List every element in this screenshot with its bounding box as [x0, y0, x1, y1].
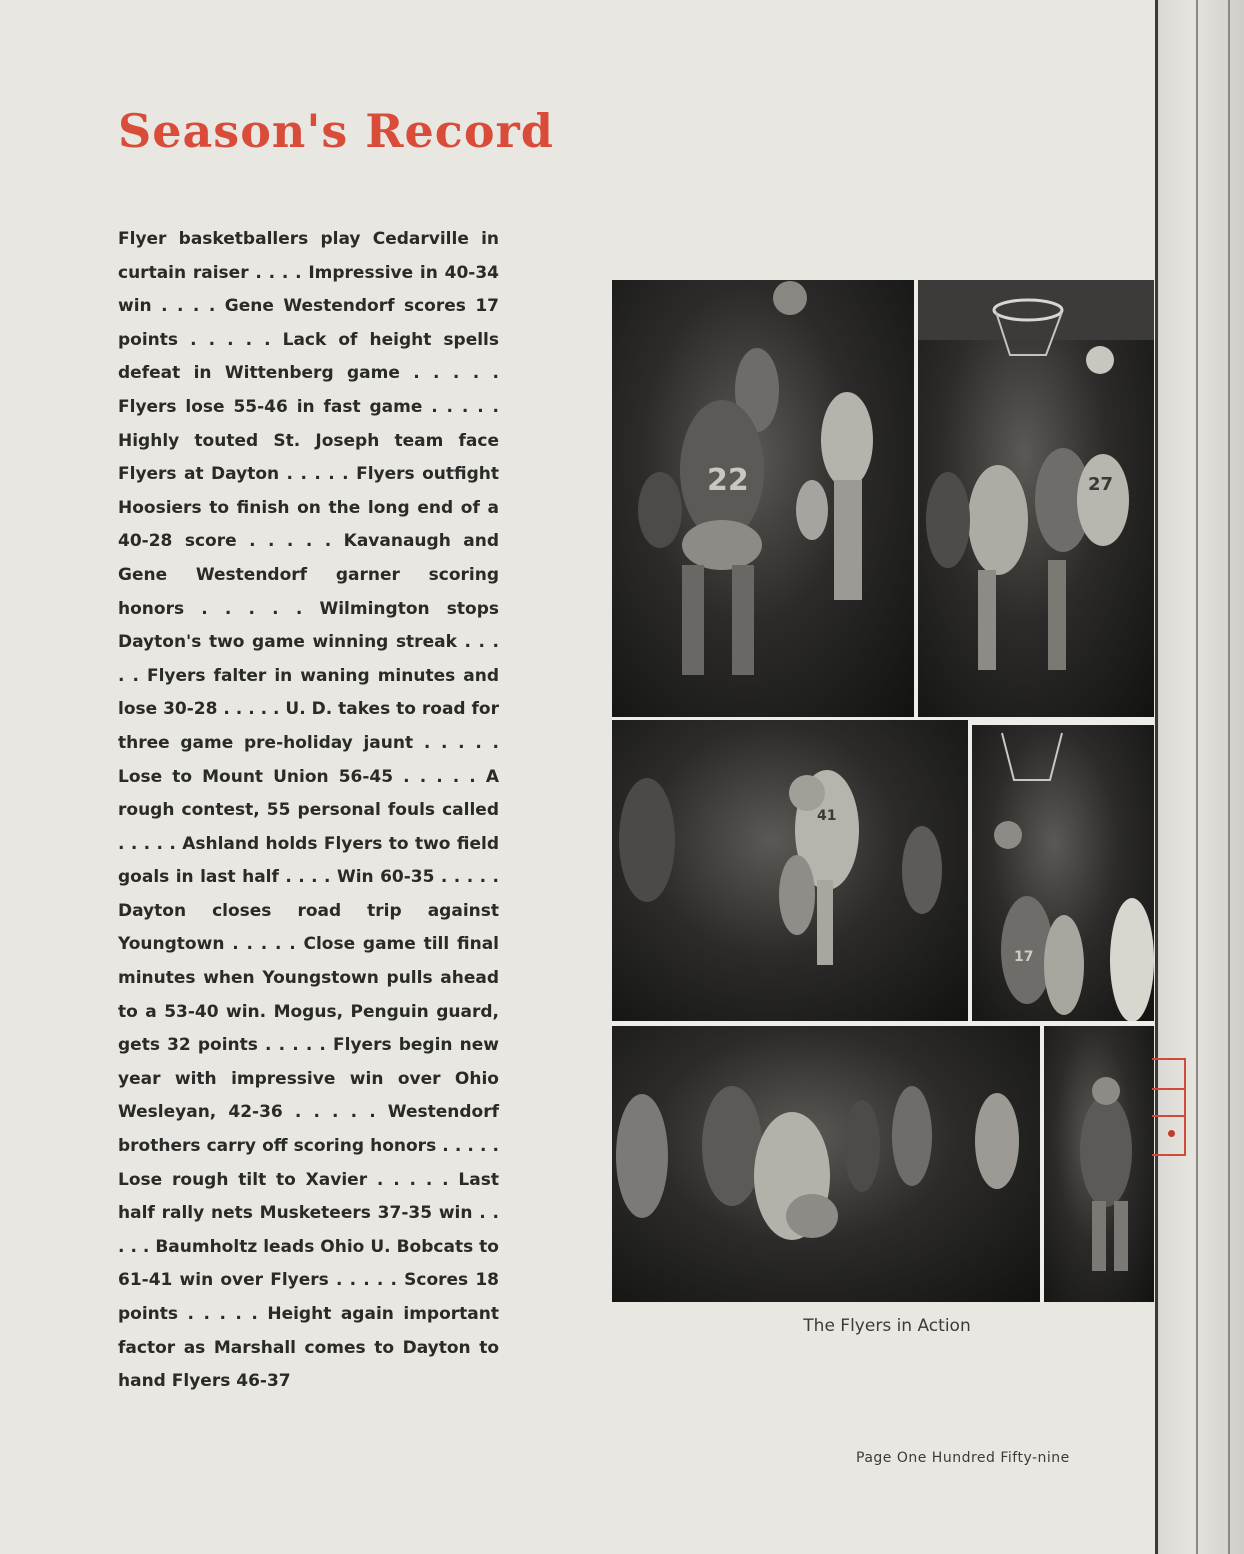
photo-collage [612, 280, 1154, 1302]
jersey-number-17: 17 [1014, 949, 1034, 965]
jersey-number-22: 22 [707, 463, 749, 498]
page-number: Page One Hundred Fifty-nine [856, 1450, 1070, 1466]
section-tab-mark [1152, 1058, 1186, 1156]
tab-dot [1168, 1130, 1175, 1137]
jersey-number-27: 27 [1088, 474, 1114, 495]
photo-caption: The Flyers in Action [803, 1316, 971, 1336]
page-edge-line [1196, 0, 1198, 1554]
photo-jump-ball [612, 280, 914, 717]
photo-passing [612, 720, 968, 1021]
page-edge [1155, 0, 1158, 1554]
page-title: Season's Record [118, 104, 554, 158]
photo-reaching [972, 725, 1154, 1021]
jersey-number-41: 41 [817, 808, 837, 824]
photo-running [1044, 1026, 1154, 1302]
photo-dribbling [612, 1026, 1040, 1302]
photo-rebound [918, 280, 1154, 717]
page-edge-line [1228, 0, 1230, 1554]
adjacent-page-edge [1159, 0, 1244, 1554]
season-record-text: Flyer basketballers play Cedarville in curtain raiser . . . . Impressive in 40-34 win . . . . Gene Westendorf scores 17 points . . . . . Lack of height spells defeat in Wittenberg game . . . . . Flyers lose 55-46 in fast game . . . . . Highly touted St. Joseph team face Flyers at Dayton . . . . . Flyers outfight Hoosiers to finish on the long end of a 40-28 score . . . . . Kavanaugh and Gene Westendorf garner scoring honors . . . . . Wilmington stops Dayton's two game winning streak . . . . . Flyers falter in waning minutes and lose 30-28 . . . . . U. D. takes to road for three game pre-holiday jaunt . . . . . Lose to Mount Union 56-45 . . . . . A rough contest, 55 personal fouls called . . . . . Ashland holds Flyers to two field goals in last half . . . . Win 60-35 . . . . . Dayton closes road trip against Youngtown . . . . . Close game till final minutes when Youngstown pulls ahead to a 53-40 win. Mogus, Penguin guard, gets 32 points . . . . . Flyers begin new year with impressive win over Ohio Wesleyan, 42-36 . . . . . Westendorf brothers carry off scoring honors . . . . . Lose rough tilt to Xavier . . . . . Last half rally nets Musketeers 37-35 win . . . . . Baumholtz leads Ohio U. Bobcats to 61-41 win over Flyers . . . . . Scores 18 points . . . . . Height again important factor as Marshall comes to Dayton to hand Flyers 46-37 [118, 229, 499, 1392]
